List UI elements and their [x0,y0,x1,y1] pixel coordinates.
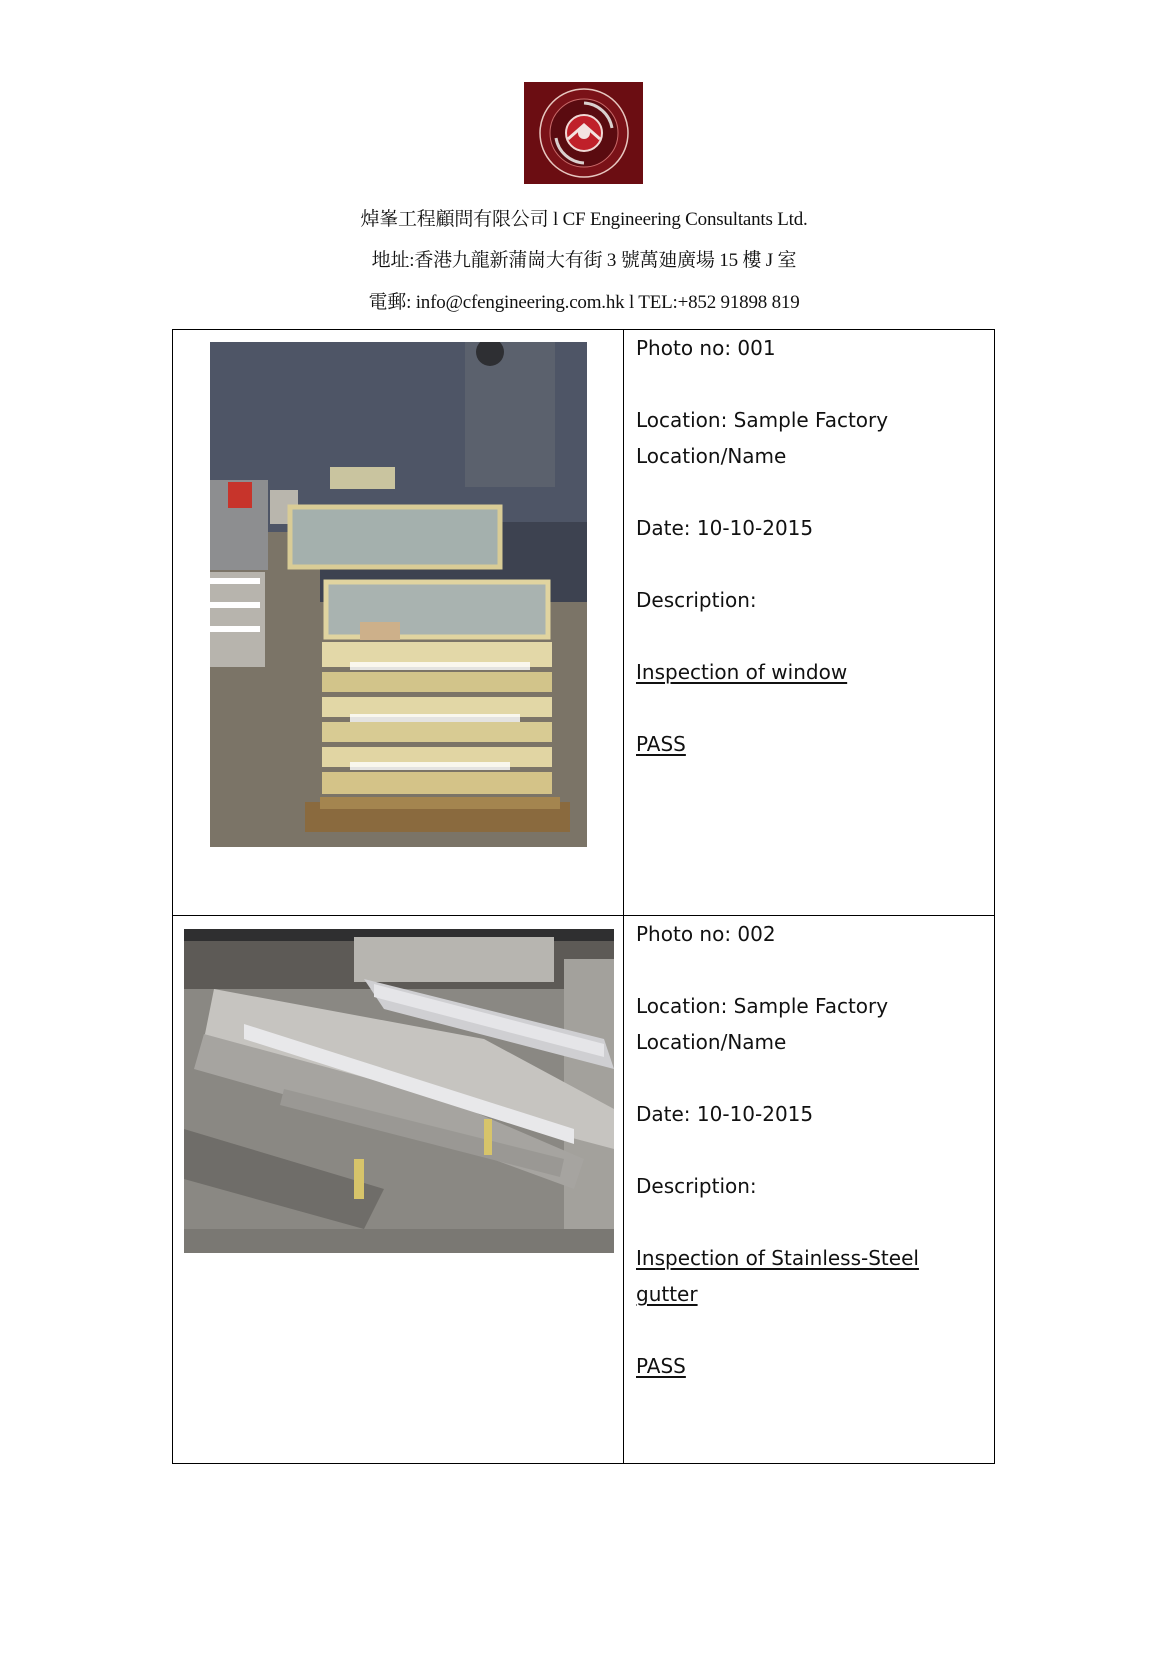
description-text-continued: gutter [636,1282,698,1306]
location-name-text: Location/Name [636,444,787,468]
description-text: Inspection of window [636,660,848,684]
description-text: Inspection of Stainless-Steel [636,1246,919,1270]
column-divider [623,916,624,1463]
gutter-inspection-photo [184,929,614,1253]
company-logo [524,82,643,184]
date-text: Date: 10-10-2015 [636,516,814,540]
contact-line: 電郵: info@cfengineering.com.hk l TEL:+852 91898 819 [368,292,800,313]
photo-number: Photo no: 001 [636,336,776,360]
table-row [173,916,994,1463]
date-text: Date: 10-10-2015 [636,1102,814,1126]
description-label: Description: [636,1174,757,1198]
result-text: PASS [636,732,686,756]
photo-info-cell [636,916,986,1384]
description-label: Description: [636,588,757,612]
column-divider [623,330,624,915]
location-name-text: Location/Name [636,1030,787,1054]
location-text: Location: Sample Factory [636,994,889,1018]
company-seal-logo-icon [534,83,634,183]
photo-info-cell [636,330,986,762]
table-row [173,330,994,916]
window-inspection-photo [210,342,587,847]
company-name-line: 焯峯工程顧問有限公司 l CF Engineering Consultants Ltd. [360,209,808,230]
location-text: Location: Sample Factory [636,408,889,432]
photo-record-table [172,329,995,1464]
window-photo-image [210,342,587,847]
address-line: 地址:香港九龍新蒲崗大有街 3 號萬廸廣場 15 樓 J 室 [371,250,797,271]
gutter-photo-image [184,929,614,1253]
result-text: PASS [636,1354,686,1378]
photo-number: Photo no: 002 [636,922,776,946]
